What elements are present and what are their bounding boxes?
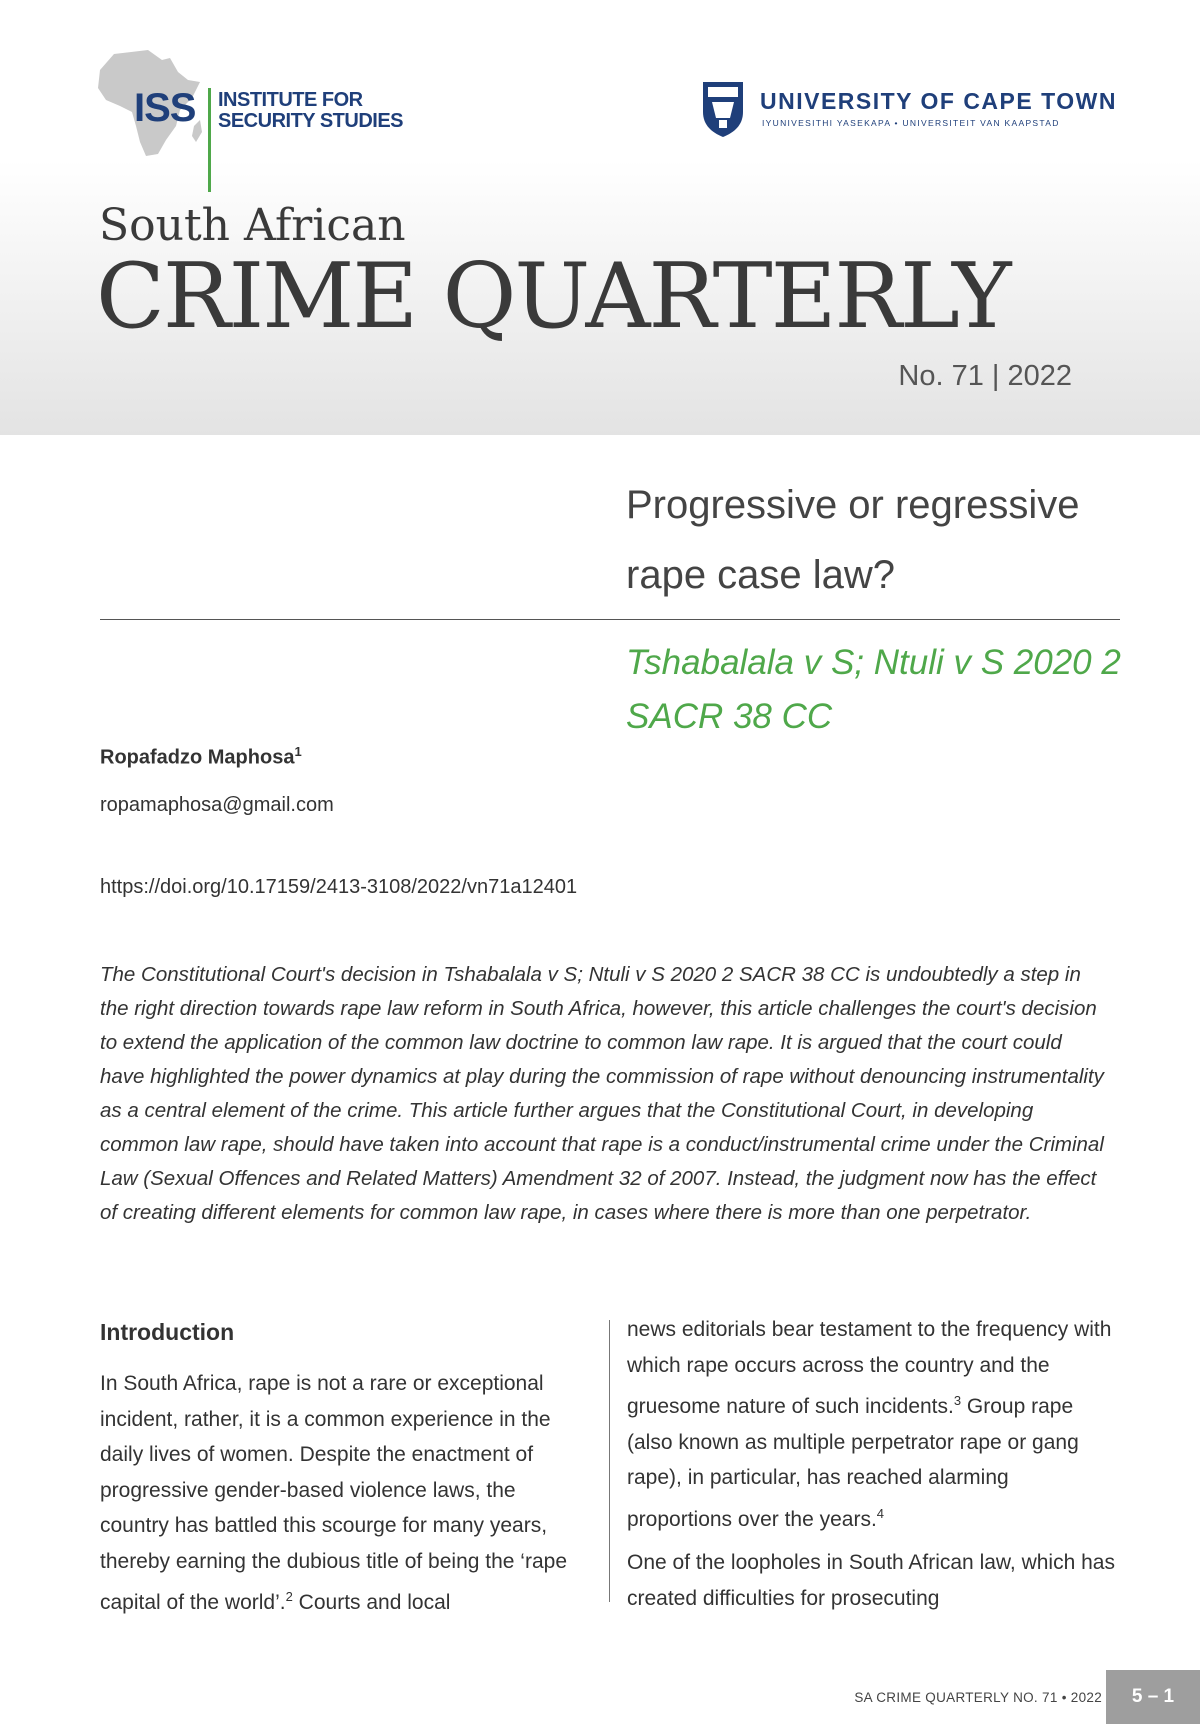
footnote-ref: 4	[876, 1505, 885, 1521]
body-column-left	[100, 1312, 590, 1629]
body-paragraph	[100, 1366, 590, 1621]
body-text: In South Africa, rape is not a rare or exceptional incident, rather, it is a common experience in the daily lives of women. Despite the enactment of progressive gender-based violence laws, the country has battled this scourge for many years, thereby earning the dubious title of being the ‘rape capital of the world’.	[100, 1372, 567, 1614]
author-email[interactable]: ropamaphosa@gmail.com	[100, 794, 334, 816]
case-citation: Tshabalala v S; Ntuli v S 2020 2 SACR 38 CC	[626, 643, 1121, 736]
uct-crest-icon	[700, 78, 746, 138]
body-column-right	[627, 1312, 1117, 1624]
issue-number: No. 71 | 2022	[898, 360, 1072, 392]
journal-title: CRIME QUARTERLY	[96, 244, 1010, 349]
author-footnote: 1	[294, 744, 302, 759]
footnote-ref: 2	[285, 1589, 293, 1604]
iss-divider-bar	[208, 88, 211, 192]
body-text: Courts and local	[292, 1591, 451, 1614]
body-text: news editorials bear testament to the frequency with which rape occurs across the country and the gruesome nature of such incidents.	[627, 1318, 1112, 1418]
running-footer: SA CRIME QUARTERLY NO. 71 • 2022	[854, 1690, 1102, 1705]
iss-logo	[96, 50, 416, 160]
body-text: Group rape (also known as multiple perpetrator rape or gang rape), in particular, has reached alarming proportions over the years.	[627, 1395, 1079, 1531]
iss-name	[218, 90, 418, 132]
body-paragraph: One of the loopholes in South African law, which has created difficulties for prosecuting	[627, 1551, 1115, 1610]
section-heading: Introduction	[100, 1319, 235, 1345]
iss-name-line2: SECURITY STUDIES	[218, 110, 403, 132]
uct-subtitle: IYUNIVESITHI YASEKAPA • UNIVERSITEIT VAN KAAPSTAD	[762, 118, 1060, 128]
author-name-text: Ropafadzo Maphosa	[100, 746, 295, 769]
uct-logo	[700, 78, 1117, 148]
journal-subtitle: South African	[99, 200, 406, 251]
uct-name: UNIVERSITY OF CAPE TOWN	[760, 88, 1117, 114]
page-number: 5 – 1	[1106, 1670, 1200, 1724]
body-paragraph	[627, 1312, 1117, 1537]
doi-link[interactable]: https://doi.org/10.17159/2413-3108/2022/vn71a12401	[100, 876, 578, 898]
author-name	[100, 744, 302, 770]
article-title: Progressive or regressive rape case law?	[626, 483, 1080, 597]
footnote-ref: 3	[953, 1393, 962, 1408]
abstract: The Constitutional Court's decision in Tshabalala v S; Ntuli v S 2020 2 SACR 38 CC is undoubtedly a step in the right direction towards rape law reform in South Africa, however, this article challenges the court's decision to extend the application of the common law doctrine to common law rape. It is argued that the court could have highlighted the power dynamics at play during the commission of rape without denouncing instrumentality as a central element of the crime. This article further argues that the Constitutional Court, in developing common law rape, should have taken into account that rape is a conduct/instrumental crime under the Criminal Law (Sexual Offences and Related Matters) Amendment 32 of 2007. Instead, the judgment now has the effect of creating different elements for common law rape, in cases where there is more than one perpetrator.	[100, 963, 1104, 1224]
iss-mark: ISS	[134, 86, 196, 130]
column-divider	[609, 1320, 610, 1602]
title-divider	[100, 619, 1120, 620]
iss-name-line1: INSTITUTE FOR	[218, 89, 363, 111]
